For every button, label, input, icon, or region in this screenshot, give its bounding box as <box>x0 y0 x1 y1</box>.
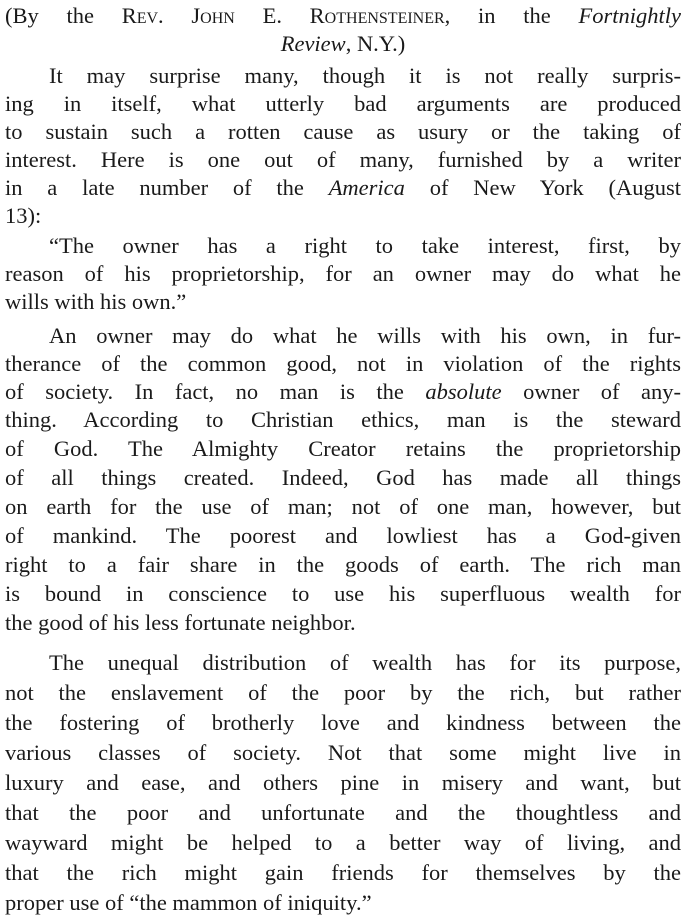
quote-line-3: wills with his own.” <box>5 289 187 314</box>
body-line-14: of God. The Almighty Creator retains the proprietorship <box>5 436 681 461</box>
byline-author-name: John E. Rothensteiner <box>191 3 445 28</box>
body-line-27: wayward might be helped to a better way of living, and <box>5 830 681 855</box>
quote-line-1: “The owner has a right to take interest, first, by <box>49 233 681 258</box>
body-line-18: right to a fair share in the goods of earth. The rich man <box>5 552 681 577</box>
body-line-10: An owner may do what he wills with his own, in fur- <box>49 323 681 348</box>
body-line-29: proper use of “the mammon of iniquity.” <box>5 890 372 915</box>
absolute-word: absolute <box>425 379 502 404</box>
byline-close: , N.Y.) <box>345 31 406 56</box>
byline-author-prefix: Rev. <box>121 3 164 28</box>
body-line-23: the fostering of brotherly love and kindness between the <box>5 710 681 735</box>
quote-line-2: reason of his proprietorship, for an owner may do what he <box>5 261 681 286</box>
body-line-13: thing. According to Christian ethics, man is the steward <box>5 407 681 432</box>
body-line-19: is bound in conscience to use his superfluous wealth for <box>5 581 681 606</box>
line-5-a: in a late number of the <box>5 175 329 200</box>
byline-journal-2: Review <box>280 31 346 56</box>
body-line-15: of all things created. Indeed, God has made all things <box>5 465 681 490</box>
body-line-6: 13): <box>5 203 42 228</box>
body-line-25: luxury and ease, and others pine in misery and want, but <box>5 770 681 795</box>
body-line-1: It may surprise many, though it is not really surpris- <box>49 63 681 88</box>
body-line-22: not the enslavement of the poor by the rich, but rather <box>5 680 681 705</box>
body-line-28: that the rich might gain friends for themselves by the <box>5 860 681 885</box>
body-line-21: The unequal distribution of wealth has for its purpose, <box>49 650 681 675</box>
body-line-16: on earth for the use of man; not of one man, however, but <box>5 494 681 519</box>
line-12-b: owner of any- <box>501 379 681 404</box>
body-line-24: various classes of society. Not that some might live in <box>5 740 681 765</box>
body-line-17: of mankind. The poorest and lowliest has a God-given <box>5 523 681 548</box>
byline-journal-1: Fortnightly <box>578 3 681 28</box>
body-line-2: ing in itself, what utterly bad arguments are produced <box>5 91 681 116</box>
journal-name-america: America <box>328 175 405 200</box>
line-5-b: of New York (August <box>404 175 681 200</box>
body-line-3: to sustain such a rotten cause as usury or the taking of <box>5 119 681 144</box>
byline-open: (By the <box>5 3 122 28</box>
body-line-11: therance of the common good, not in violation of the rights <box>5 351 681 376</box>
body-line-20: the good of his less fortunate neighbor. <box>5 610 356 635</box>
body-line-4: interest. Here is one out of many, furnished by a writer <box>5 147 681 172</box>
body-line-26: that the poor and unfortunate and the thoughtless and <box>5 800 681 825</box>
line-12-a: of society. In fact, no man is the <box>5 379 426 404</box>
byline-mid: , in the <box>444 3 579 28</box>
byline-line-2 <box>5 28 681 60</box>
